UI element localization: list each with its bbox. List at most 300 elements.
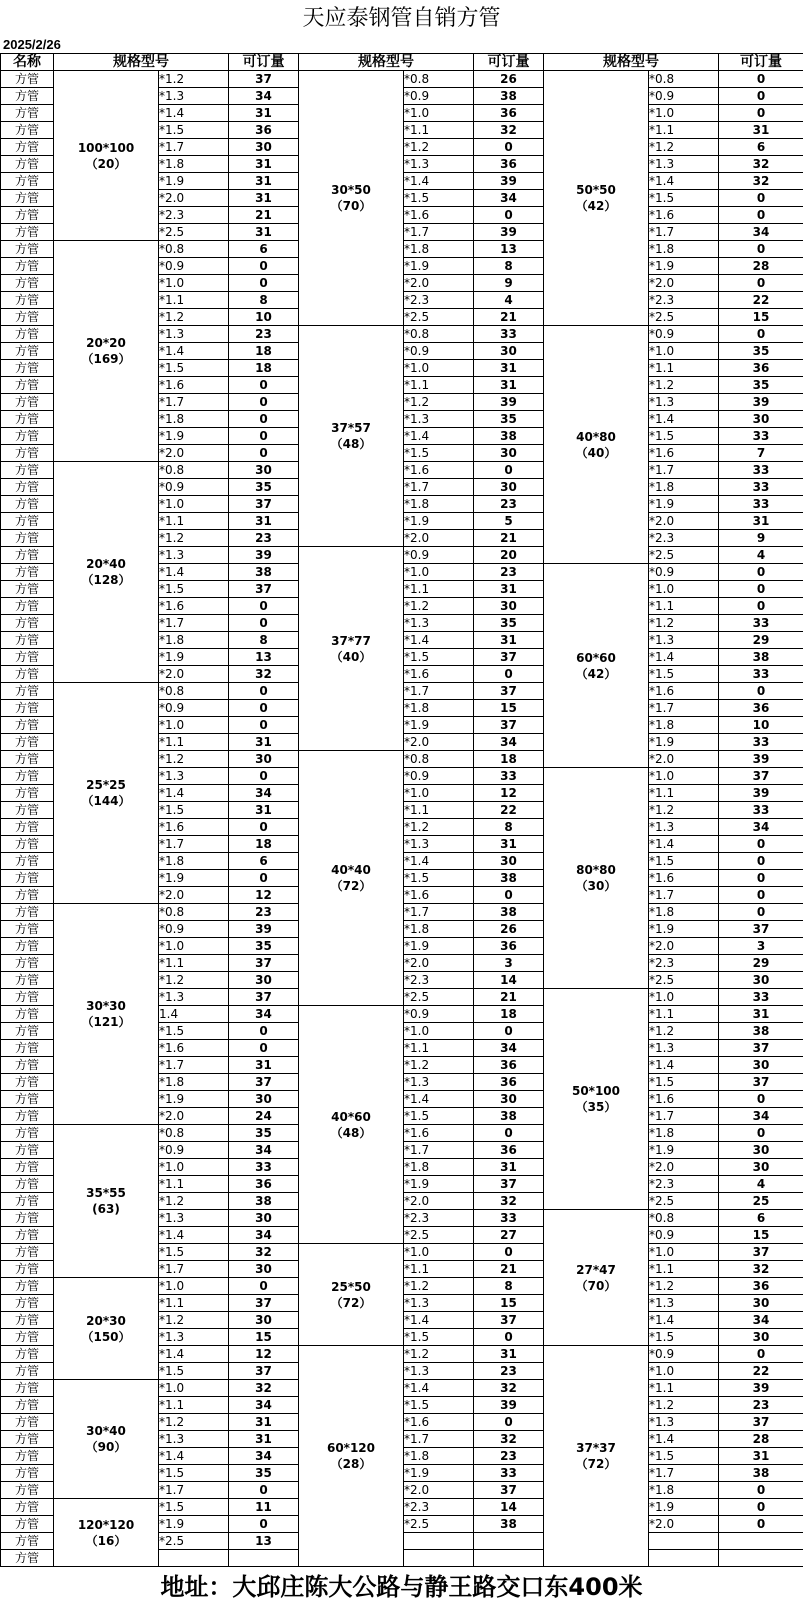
quantity-cell: 34 — [719, 224, 803, 241]
quantity-cell: 34 — [719, 1312, 803, 1329]
quantity-cell: 8 — [229, 292, 299, 309]
quantity-cell: 31 — [474, 1346, 544, 1363]
quantity-cell: 0 — [474, 887, 544, 904]
row-name-cell: 方管 — [1, 768, 54, 785]
quantity-cell: 36 — [474, 1142, 544, 1159]
thickness-cell: *1.7 — [404, 904, 474, 921]
thickness-cell: *1.9 — [404, 1176, 474, 1193]
thickness-cell: *1.9 — [649, 258, 719, 275]
quantity-cell: 38 — [719, 1023, 803, 1040]
quantity-cell: 21 — [474, 309, 544, 326]
row-name-cell: 方管 — [1, 241, 54, 258]
thickness-cell: *1.6 — [649, 445, 719, 462]
thickness-cell: *1.3 — [649, 1295, 719, 1312]
quantity-cell: 30 — [229, 462, 299, 479]
quantity-cell: 13 — [229, 1533, 299, 1550]
thickness-cell: *1.4 — [649, 1312, 719, 1329]
quantity-cell — [719, 1550, 803, 1567]
quantity-cell: 4 — [719, 547, 803, 564]
size-count-label: （70） — [575, 1278, 617, 1293]
row-name-cell: 方管 — [1, 1142, 54, 1159]
quantity-cell: 38 — [474, 88, 544, 105]
row-name-cell: 方管 — [1, 1431, 54, 1448]
quantity-cell: 33 — [719, 734, 803, 751]
quantity-cell: 31 — [719, 513, 803, 530]
row-name-cell: 方管 — [1, 1482, 54, 1499]
thickness-cell: *1.5 — [404, 870, 474, 887]
row-name-cell: 方管 — [1, 1023, 54, 1040]
quantity-cell: 31 — [229, 156, 299, 173]
thickness-cell: *1.6 — [404, 887, 474, 904]
quantity-cell: 30 — [229, 972, 299, 989]
thickness-cell: *1.4 — [649, 836, 719, 853]
quantity-cell: 0 — [719, 887, 803, 904]
quantity-cell: 38 — [719, 1465, 803, 1482]
quantity-cell: 18 — [474, 1006, 544, 1023]
size-group-cell — [54, 71, 159, 241]
quantity-cell: 15 — [474, 1295, 544, 1312]
quantity-cell: 34 — [229, 1142, 299, 1159]
thickness-cell: *2.3 — [404, 292, 474, 309]
quantity-cell: 0 — [229, 870, 299, 887]
thickness-cell: *2.5 — [404, 309, 474, 326]
size-label: 37*57 — [331, 421, 371, 435]
thickness-cell: *2.3 — [159, 207, 229, 224]
thickness-cell: *1.3 — [159, 989, 229, 1006]
size-group-cell — [299, 1244, 404, 1346]
thickness-cell: *0.9 — [404, 768, 474, 785]
size-label: 50*100 — [571, 1084, 621, 1098]
thickness-cell: *2.0 — [404, 955, 474, 972]
size-group-cell — [54, 1278, 159, 1380]
thickness-cell: *0.8 — [159, 241, 229, 258]
thickness-cell: *2.0 — [404, 734, 474, 751]
quantity-cell: 37 — [474, 1482, 544, 1499]
row-name-cell: 方管 — [1, 462, 54, 479]
thickness-cell: *1.9 — [159, 1091, 229, 1108]
thickness-cell: *1.3 — [159, 88, 229, 105]
thickness-cell: *1.2 — [649, 377, 719, 394]
quantity-cell: 23 — [229, 530, 299, 547]
quantity-cell: 0 — [719, 326, 803, 343]
quantity-cell: 30 — [474, 445, 544, 462]
quantity-cell: 31 — [229, 1414, 299, 1431]
thickness-cell: *1.6 — [404, 462, 474, 479]
thickness-cell: *2.3 — [404, 1210, 474, 1227]
row-name-cell: 方管 — [1, 819, 54, 836]
thickness-cell: *1.2 — [159, 1312, 229, 1329]
size-label: 40*80 — [576, 429, 616, 444]
row-name-cell: 方管 — [1, 836, 54, 853]
quantity-cell: 34 — [474, 190, 544, 207]
thickness-cell: *1.0 — [159, 717, 229, 734]
row-name-cell: 方管 — [1, 1006, 54, 1023]
size-count-label: （16） — [85, 1533, 127, 1548]
thickness-cell — [649, 1550, 719, 1567]
thickness-cell: *2.0 — [404, 530, 474, 547]
quantity-cell: 30 — [474, 1091, 544, 1108]
thickness-cell: *1.4 — [404, 1312, 474, 1329]
thickness-cell: *1.4 — [404, 1380, 474, 1397]
quantity-cell: 33 — [229, 1159, 299, 1176]
row-name-cell: 方管 — [1, 173, 54, 190]
quantity-cell: 15 — [719, 309, 803, 326]
thickness-cell: *1.9 — [159, 649, 229, 666]
thickness-cell: *0.8 — [159, 683, 229, 700]
thickness-cell: *1.6 — [404, 1414, 474, 1431]
thickness-cell: *1.1 — [404, 1261, 474, 1278]
row-name-cell: 方管 — [1, 564, 54, 581]
thickness-cell: *2.0 — [649, 513, 719, 530]
thickness-cell: *1.1 — [404, 581, 474, 598]
quantity-cell: 30 — [719, 1329, 803, 1346]
thickness-cell: *2.5 — [404, 989, 474, 1006]
thickness-cell: *1.5 — [404, 1397, 474, 1414]
quantity-cell: 0 — [719, 1516, 803, 1533]
thickness-cell: *2.5 — [649, 1193, 719, 1210]
thickness-cell: *1.5 — [404, 1329, 474, 1346]
row-name-cell: 方管 — [1, 394, 54, 411]
quantity-cell: 6 — [229, 241, 299, 258]
quantity-cell: 31 — [719, 1006, 803, 1023]
quantity-cell: 33 — [474, 1210, 544, 1227]
quantity-cell: 22 — [474, 802, 544, 819]
size-count-label: （128） — [81, 573, 131, 587]
quantity-cell: 8 — [474, 258, 544, 275]
quantity-cell: 37 — [719, 1040, 803, 1057]
thickness-cell: *1.2 — [159, 972, 229, 989]
thickness-cell: *1.3 — [404, 411, 474, 428]
thickness-cell: *0.8 — [404, 751, 474, 768]
row-name-cell: 方管 — [1, 904, 54, 921]
quantity-cell: 37 — [229, 71, 299, 88]
thickness-cell: *2.5 — [404, 1227, 474, 1244]
row-name-cell: 方管 — [1, 1125, 54, 1142]
thickness-cell: *1.7 — [159, 836, 229, 853]
quantity-cell: 13 — [474, 241, 544, 258]
quantity-cell: 34 — [229, 785, 299, 802]
thickness-cell: *1.4 — [404, 853, 474, 870]
thickness-cell: *1.8 — [159, 632, 229, 649]
size-label: 30*30 — [86, 999, 126, 1013]
thickness-cell: *1.1 — [159, 292, 229, 309]
quantity-cell — [474, 1533, 544, 1550]
quantity-cell: 27 — [474, 1227, 544, 1244]
quantity-cell: 32 — [229, 1380, 299, 1397]
thickness-cell: *1.9 — [404, 513, 474, 530]
quantity-cell: 0 — [719, 190, 803, 207]
quantity-cell: 0 — [719, 1091, 803, 1108]
thickness-cell: *1.5 — [159, 1499, 229, 1516]
quantity-cell: 0 — [229, 1278, 299, 1295]
size-count-label: （42） — [575, 199, 617, 213]
quantity-cell: 0 — [719, 853, 803, 870]
quantity-cell: 23 — [474, 496, 544, 513]
quantity-cell: 31 — [229, 1057, 299, 1074]
quantity-cell: 0 — [719, 207, 803, 224]
thickness-cell: *1.3 — [649, 156, 719, 173]
quantity-cell: 3 — [719, 938, 803, 955]
quantity-cell: 38 — [474, 904, 544, 921]
thickness-cell: *1.1 — [159, 955, 229, 972]
quantity-cell: 37 — [229, 496, 299, 513]
row-name-cell: 方管 — [1, 1499, 54, 1516]
quantity-cell: 33 — [719, 989, 803, 1006]
row-name-cell: 方管 — [1, 1244, 54, 1261]
size-group-cell — [54, 1125, 159, 1278]
thickness-cell: *1.0 — [159, 496, 229, 513]
thickness-cell: *0.9 — [649, 1346, 719, 1363]
size-label: 120*120 — [77, 1517, 135, 1532]
thickness-cell: *1.6 — [159, 819, 229, 836]
thickness-cell: *1.0 — [649, 343, 719, 360]
address-footer: 地址：大邱庄陈大公路与静王路交口东400米 — [160, 1573, 643, 1601]
thickness-cell: *1.5 — [159, 802, 229, 819]
quantity-cell: 0 — [474, 1125, 544, 1142]
quantity-cell: 39 — [229, 921, 299, 938]
quantity-cell: 14 — [474, 1499, 544, 1516]
size-group-cell — [544, 71, 649, 326]
size-group-cell — [299, 1006, 404, 1244]
quantity-cell: 26 — [474, 71, 544, 88]
quantity-cell: 34 — [474, 1040, 544, 1057]
thickness-cell: *1.8 — [404, 921, 474, 938]
quantity-cell: 0 — [719, 598, 803, 615]
quantity-cell: 9 — [719, 530, 803, 547]
thickness-cell: *2.0 — [649, 1516, 719, 1533]
quantity-cell: 6 — [719, 1210, 803, 1227]
size-label: 50*50 — [576, 183, 616, 197]
quantity-cell: 0 — [719, 683, 803, 700]
row-name-cell: 方管 — [1, 683, 54, 700]
thickness-cell: *1.8 — [159, 156, 229, 173]
thickness-cell: *1.7 — [404, 1142, 474, 1159]
quantity-cell: 39 — [474, 224, 544, 241]
quantity-cell: 39 — [719, 751, 803, 768]
thickness-cell: *1.7 — [159, 1482, 229, 1499]
thickness-cell: *1.5 — [649, 1074, 719, 1091]
thickness-cell: *1.3 — [649, 819, 719, 836]
thickness-cell: *1.7 — [649, 887, 719, 904]
thickness-cell: *1.5 — [649, 666, 719, 683]
quantity-cell: 38 — [474, 870, 544, 887]
row-name-cell: 方管 — [1, 1108, 54, 1125]
thickness-cell: *2.0 — [649, 751, 719, 768]
row-name-cell: 方管 — [1, 921, 54, 938]
row-name-cell: 方管 — [1, 785, 54, 802]
thickness-cell: *0.9 — [159, 258, 229, 275]
row-name-cell: 方管 — [1, 122, 54, 139]
thickness-cell: *2.0 — [649, 938, 719, 955]
row-name-cell: 方管 — [1, 1380, 54, 1397]
thickness-cell: *1.6 — [404, 207, 474, 224]
thickness-cell: *1.6 — [159, 1040, 229, 1057]
quantity-cell: 37 — [474, 1176, 544, 1193]
quantity-cell: 5 — [474, 513, 544, 530]
quantity-cell: 18 — [474, 751, 544, 768]
thickness-cell: *0.9 — [404, 343, 474, 360]
thickness-cell: *1.2 — [159, 71, 229, 88]
row-name-cell: 方管 — [1, 938, 54, 955]
quantity-cell: 15 — [474, 700, 544, 717]
size-label: 20*30 — [86, 1313, 126, 1328]
quantity-cell: 35 — [719, 343, 803, 360]
row-name-cell: 方管 — [1, 1227, 54, 1244]
thickness-cell: *1.5 — [649, 428, 719, 445]
thickness-cell: *1.6 — [649, 207, 719, 224]
thickness-cell: *1.9 — [159, 1516, 229, 1533]
thickness-cell: *2.0 — [159, 887, 229, 904]
size-count-label: （121） — [81, 1015, 131, 1029]
quantity-cell: 31 — [229, 224, 299, 241]
thickness-cell: *1.1 — [649, 785, 719, 802]
thickness-cell: *1.3 — [404, 1295, 474, 1312]
thickness-cell: *1.3 — [404, 615, 474, 632]
quantity-cell: 22 — [719, 292, 803, 309]
quantity-cell: 37 — [229, 1363, 299, 1380]
quantity-cell: 32 — [474, 1380, 544, 1397]
row-name-cell: 方管 — [1, 1363, 54, 1380]
thickness-cell: *1.8 — [649, 904, 719, 921]
quantity-cell: 18 — [229, 343, 299, 360]
thickness-cell: *1.8 — [649, 717, 719, 734]
quantity-cell: 0 — [229, 411, 299, 428]
thickness-cell: *0.8 — [159, 1125, 229, 1142]
thickness-cell: *1.9 — [649, 1499, 719, 1516]
size-label: 30*50 — [331, 183, 371, 197]
quantity-cell: 33 — [474, 326, 544, 343]
thickness-cell: *1.2 — [649, 1397, 719, 1414]
thickness-cell: *1.5 — [159, 1363, 229, 1380]
row-name-cell: 方管 — [1, 1312, 54, 1329]
thickness-cell: *0.9 — [649, 564, 719, 581]
quantity-cell: 12 — [229, 887, 299, 904]
thickness-cell: *1.4 — [649, 173, 719, 190]
thickness-cell: *1.1 — [649, 1006, 719, 1023]
thickness-cell: *1.2 — [404, 598, 474, 615]
quantity-cell: 21 — [474, 1261, 544, 1278]
quantity-cell: 39 — [474, 394, 544, 411]
thickness-cell: *0.9 — [159, 700, 229, 717]
row-name-cell: 方管 — [1, 105, 54, 122]
size-count-label: （90） — [85, 1440, 127, 1454]
size-group-cell — [544, 989, 649, 1210]
quantity-cell: 30 — [229, 1091, 299, 1108]
size-label: 20*40 — [86, 557, 126, 571]
thickness-cell: *1.1 — [404, 377, 474, 394]
quantity-cell: 33 — [719, 428, 803, 445]
column-header-spec-1: 规格型号 — [54, 54, 229, 71]
thickness-cell: *1.4 — [649, 649, 719, 666]
quantity-cell: 23 — [229, 904, 299, 921]
size-count-label: （48） — [330, 1125, 372, 1140]
thickness-cell: *2.0 — [159, 666, 229, 683]
row-name-cell: 方管 — [1, 1040, 54, 1057]
row-name-cell: 方管 — [1, 156, 54, 173]
quantity-cell: 15 — [229, 1329, 299, 1346]
thickness-cell: *1.8 — [649, 1482, 719, 1499]
size-count-label: （144） — [81, 794, 131, 808]
thickness-cell: *1.4 — [159, 1448, 229, 1465]
quantity-cell: 32 — [719, 156, 803, 173]
row-name-cell: 方管 — [1, 139, 54, 156]
quantity-cell: 39 — [719, 785, 803, 802]
thickness-cell: *1.2 — [649, 139, 719, 156]
size-label: 60*120 — [326, 1441, 376, 1455]
row-name-cell: 方管 — [1, 666, 54, 683]
row-name-cell: 方管 — [1, 1295, 54, 1312]
thickness-cell: *1.0 — [404, 360, 474, 377]
thickness-cell: *1.1 — [404, 802, 474, 819]
thickness-cell: *1.4 — [159, 1346, 229, 1363]
thickness-cell: 1.4 — [159, 1006, 229, 1023]
quantity-cell: 15 — [719, 1227, 803, 1244]
quantity-cell: 11 — [229, 1499, 299, 1516]
quantity-cell: 37 — [229, 1295, 299, 1312]
quantity-cell: 34 — [229, 88, 299, 105]
thickness-cell — [404, 1550, 474, 1567]
thickness-cell: *1.0 — [649, 1363, 719, 1380]
thickness-cell — [649, 1533, 719, 1550]
size-group-cell — [54, 1380, 159, 1499]
row-name-cell: 方管 — [1, 258, 54, 275]
quantity-cell: 37 — [719, 1244, 803, 1261]
quantity-cell: 33 — [719, 496, 803, 513]
row-name-cell: 方管 — [1, 377, 54, 394]
thickness-cell: *1.2 — [159, 751, 229, 768]
quantity-cell: 20 — [474, 547, 544, 564]
thickness-cell: *1.7 — [404, 1431, 474, 1448]
thickness-cell: *1.5 — [159, 1023, 229, 1040]
quantity-cell: 31 — [229, 1431, 299, 1448]
quantity-cell: 0 — [719, 88, 803, 105]
thickness-cell: *1.0 — [159, 938, 229, 955]
thickness-cell: *1.7 — [159, 139, 229, 156]
size-label: 30*40 — [86, 1424, 126, 1438]
thickness-cell: *1.9 — [649, 734, 719, 751]
thickness-cell: *1.5 — [649, 190, 719, 207]
date-label: 2025/2/26 — [3, 37, 61, 52]
size-label: 25*25 — [86, 778, 126, 792]
quantity-cell: 30 — [229, 1210, 299, 1227]
quantity-cell: 31 — [719, 1448, 803, 1465]
row-name-cell: 方管 — [1, 292, 54, 309]
thickness-cell: *1.3 — [159, 326, 229, 343]
row-name-cell: 方管 — [1, 1414, 54, 1431]
thickness-cell: *2.5 — [404, 1516, 474, 1533]
quantity-cell: 0 — [719, 1499, 803, 1516]
quantity-cell: 21 — [474, 989, 544, 1006]
quantity-cell: 29 — [719, 632, 803, 649]
thickness-cell: *1.2 — [159, 1193, 229, 1210]
row-name-cell: 方管 — [1, 632, 54, 649]
row-name-cell: 方管 — [1, 1329, 54, 1346]
quantity-cell: 18 — [229, 360, 299, 377]
quantity-cell: 0 — [229, 1482, 299, 1499]
header-row — [1, 54, 803, 71]
quantity-cell: 6 — [229, 853, 299, 870]
size-count-label: （28） — [330, 1457, 372, 1471]
row-name-cell: 方管 — [1, 1210, 54, 1227]
quantity-cell: 32 — [474, 1193, 544, 1210]
quantity-cell: 0 — [474, 207, 544, 224]
quantity-cell: 38 — [229, 1193, 299, 1210]
row-name-cell: 方管 — [1, 224, 54, 241]
quantity-cell: 37 — [474, 649, 544, 666]
row-name-cell: 方管 — [1, 1261, 54, 1278]
quantity-cell: 31 — [229, 190, 299, 207]
quantity-cell: 37 — [474, 717, 544, 734]
